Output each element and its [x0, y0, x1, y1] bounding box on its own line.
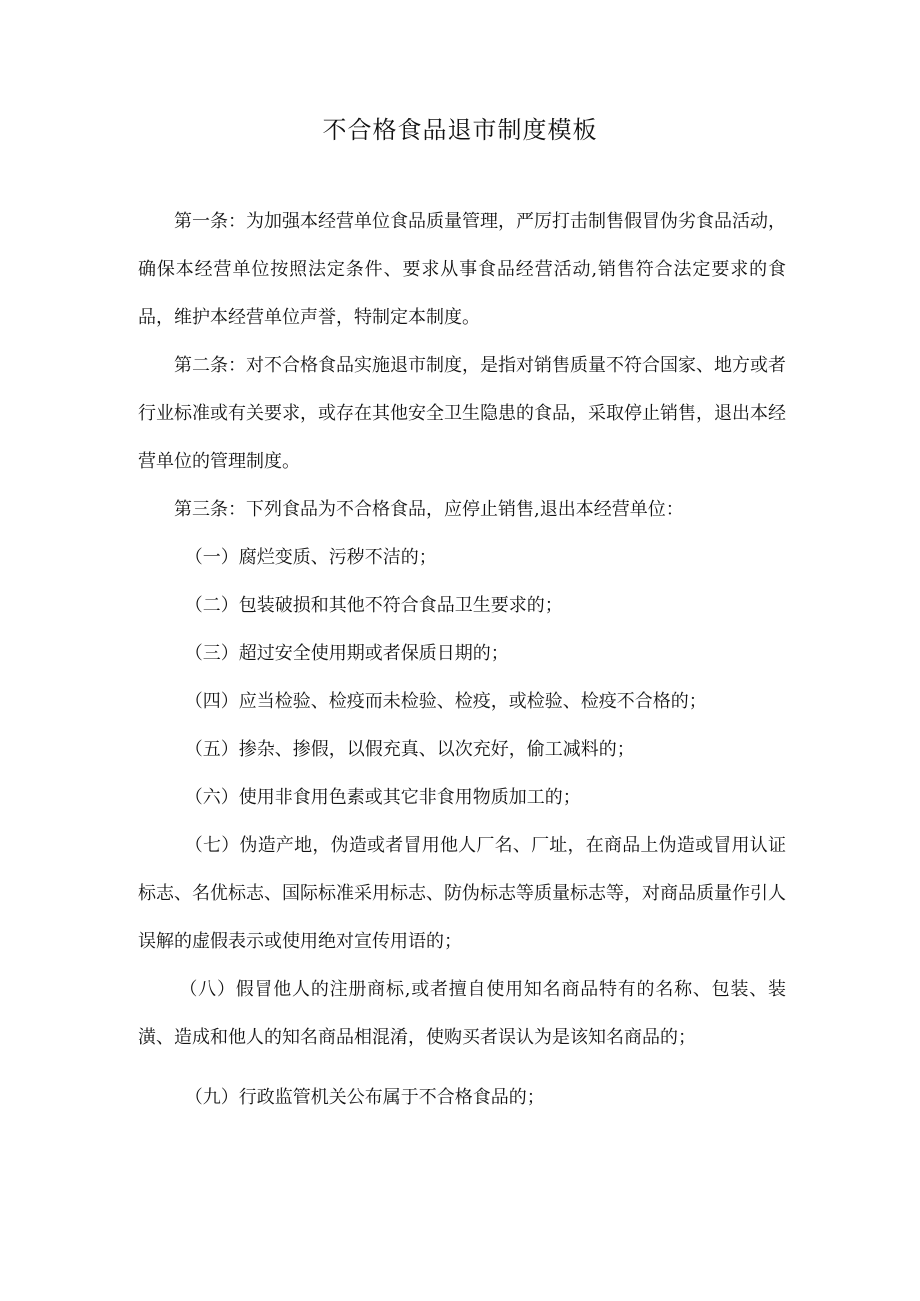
list-item-6: （六）使用非食用色素或其它非食用物质加工的； [184, 787, 581, 808]
list-item-1: （一）腐烂变质、污秽不洁的； [184, 547, 437, 568]
list-item-8: （八）假冒他人的注册商标,或者擅自使用知名商品特有的名称、包装、装潢、造成和他人的知名商品相混淆，使购买者误认为是该知名商品的； [138, 979, 786, 1048]
list-item-5: （五）掺杂、掺假，以假充真、以次充好，偷工减料的； [184, 739, 635, 760]
list-item-9: （九）行政监管机关公布属于不合格食品的； [184, 1087, 545, 1108]
list-item-3: （三）超过安全使用期或者保质日期的； [184, 643, 509, 664]
list-item-2: （二）包装破损和其他不符合食品卫生要求的； [184, 595, 563, 616]
article-3: 第三条：下列食品为不合格食品，应停止销售,退出本经营单位： [174, 499, 684, 520]
article-1: 第一条：为加强本经营单位食品质量管理，严厉打击制售假冒伪劣食品活动，确保本经营单位按照法定条件、要求从事食品经营活动,销售符合法定要求的食品，维护本经营单位声誉，特制定本制度。 [138, 211, 786, 328]
list-item-7: （七）伪造产地，伪造或者冒用他人厂名、厂址，在商品上伪造或冒用认证标志、名优标志、国际标准采用标志、防伪标志等质量标志等，对商品质量作引人误解的虚假表示或使用绝对宣传用语的； [138, 835, 786, 952]
document-body [138, 198, 786, 1122]
article-2: 第二条：对不合格食品实施退市制度，是指对销售质量不符合国家、地方或者行业标准或有关要求，或存在其他安全卫生隐患的食品，采取停止销售，退出本经营单位的管理制度。 [138, 355, 786, 472]
list-item-4: （四）应当检验、检疫而未检验、检疫，或检验、检疫不合格的； [184, 691, 707, 712]
document-title: 不合格食品退市制度模板 [322, 116, 598, 144]
